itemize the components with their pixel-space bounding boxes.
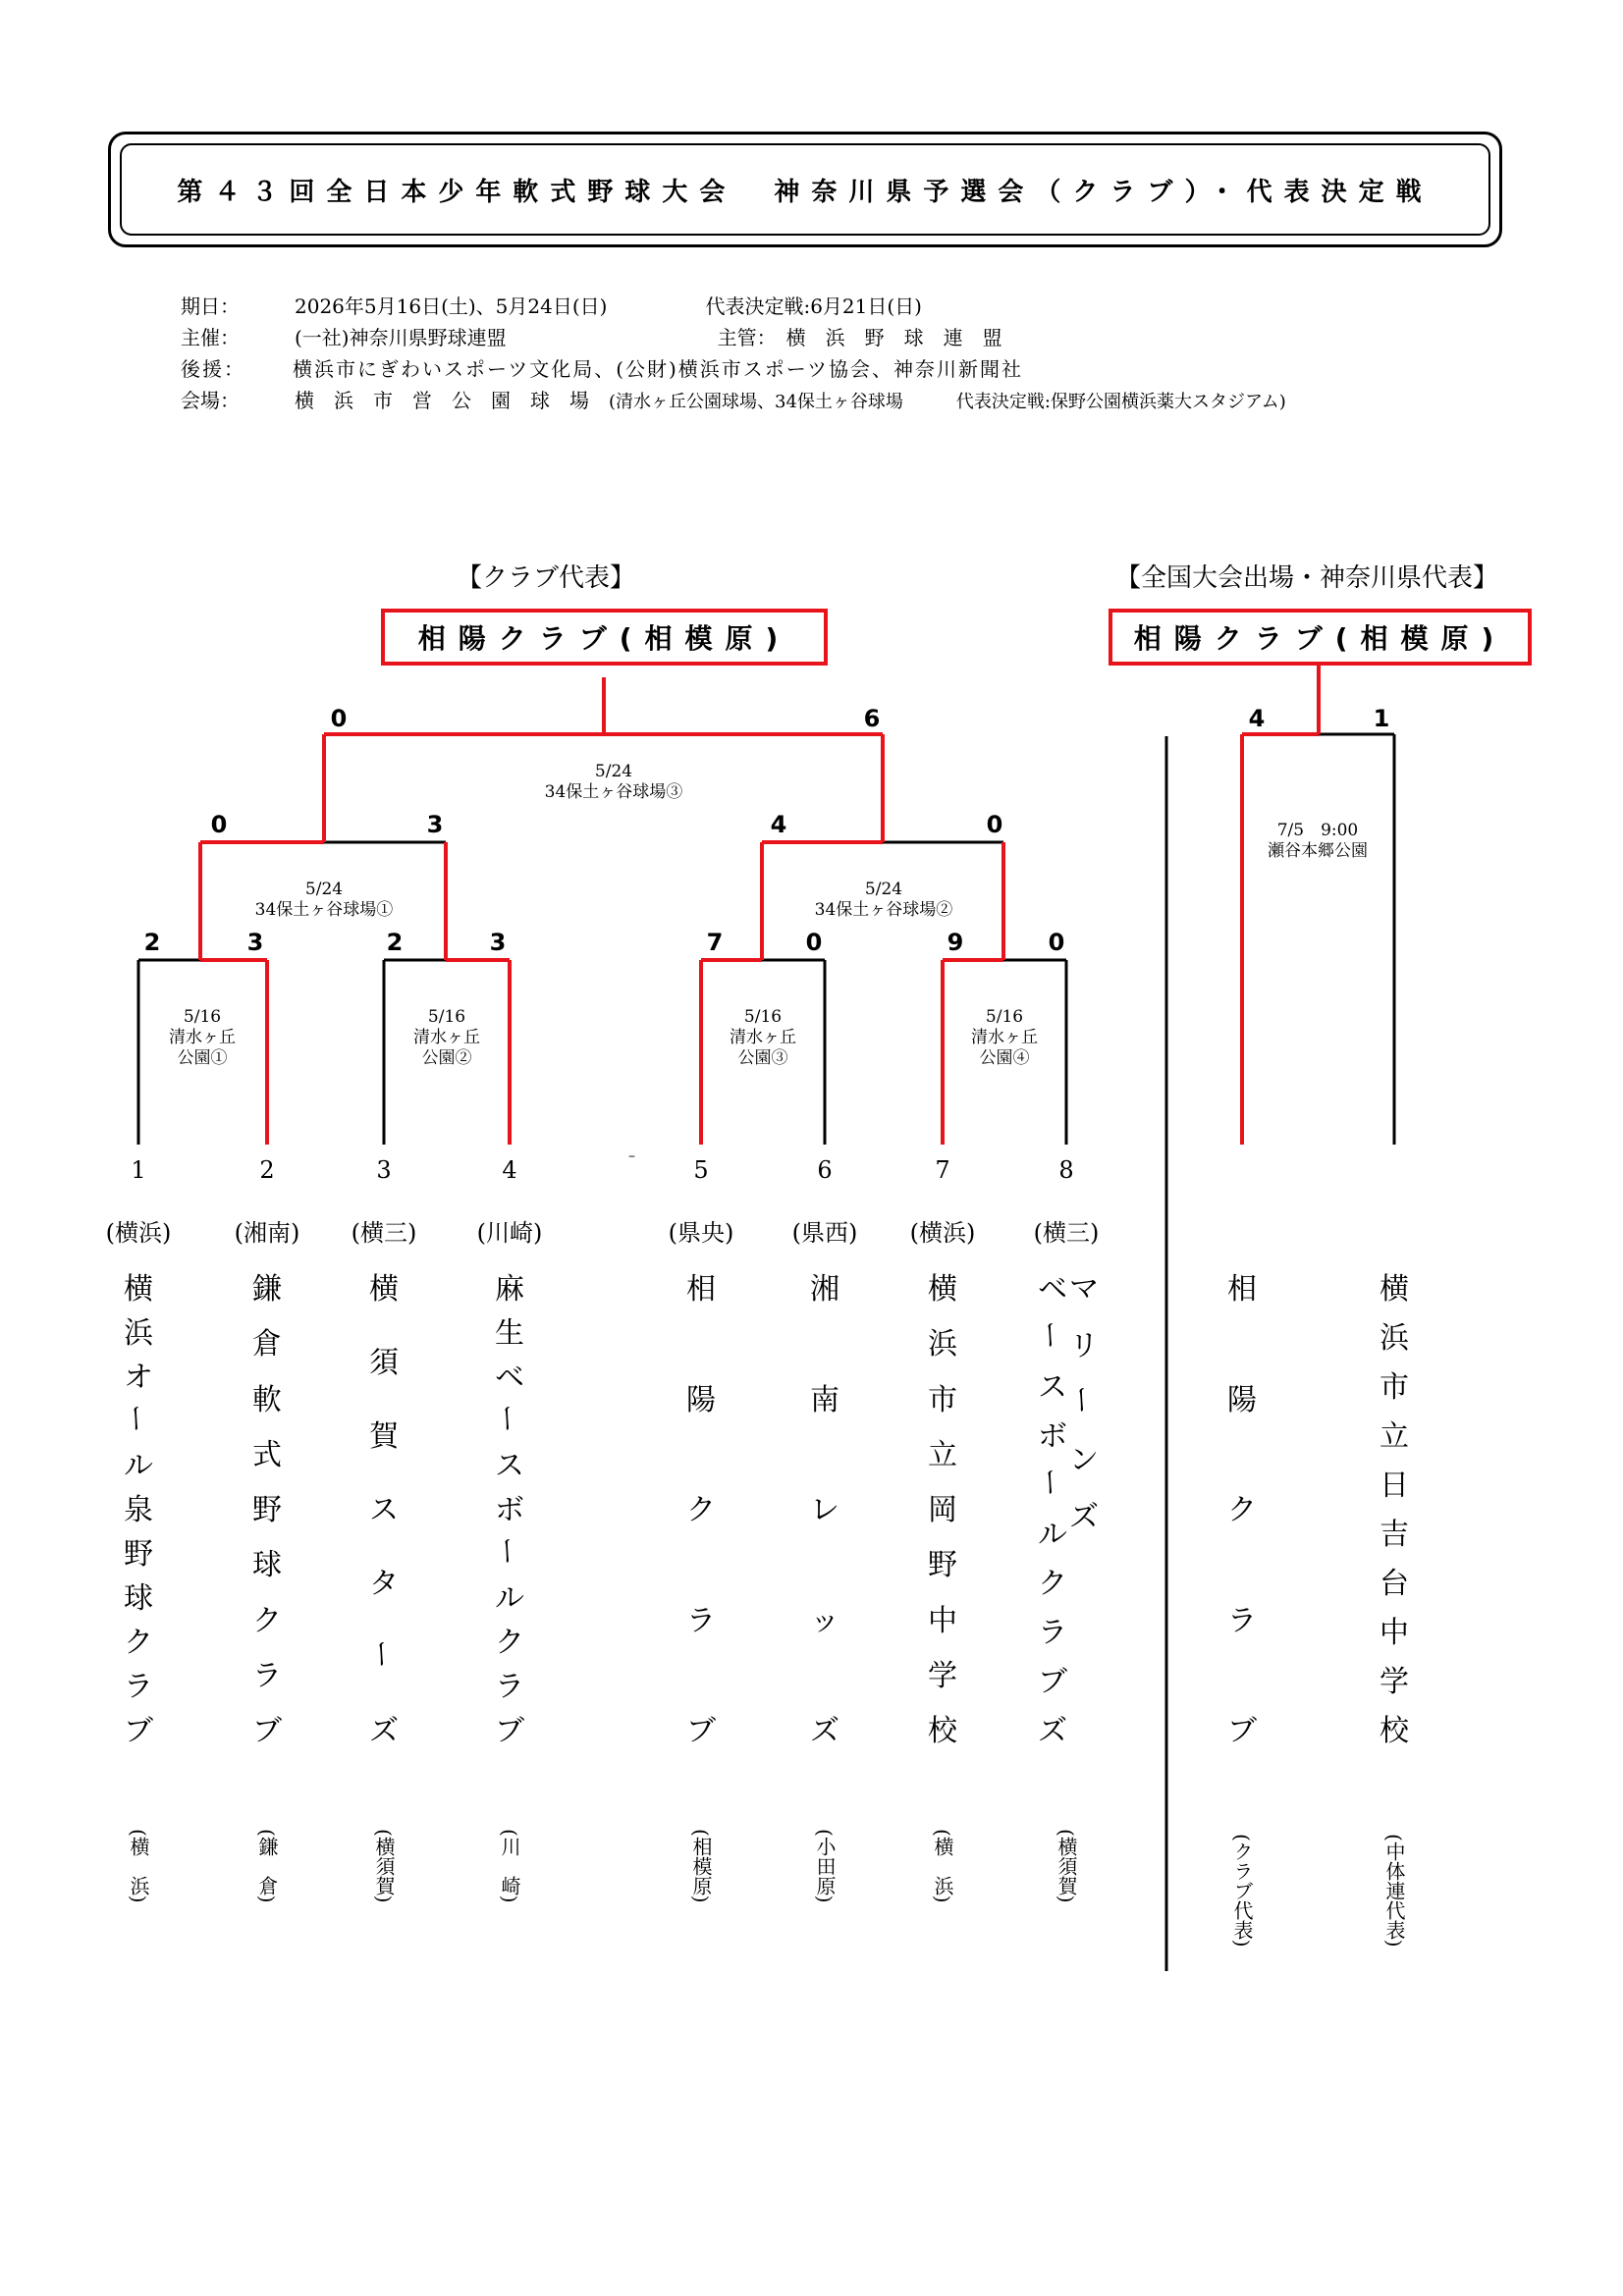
right-final-score-right: 1 — [1373, 705, 1390, 732]
right-final-score-left: 4 — [1248, 705, 1266, 732]
team-name-char: 賀 — [369, 1419, 399, 1454]
team-name — [803, 1264, 846, 1748]
team-name-char: リ — [1069, 1329, 1099, 1363]
team-name-char: ス — [495, 1449, 524, 1483]
team-name-char: ル — [495, 1581, 524, 1616]
team-name-char: 南 — [810, 1382, 839, 1417]
team-city: (横須賀) — [1055, 1829, 1078, 1903]
right-final-match-info — [1239, 821, 1396, 862]
r1-a-match-info — [153, 1007, 251, 1069]
team-name-char: 球 — [252, 1548, 282, 1583]
team-name-char: 日 — [1380, 1468, 1409, 1503]
team-city: (中体連代表) — [1382, 1834, 1406, 1948]
info-label: 会場： — [181, 389, 240, 412]
match-date: 7/5 9:00 — [1276, 821, 1359, 840]
team-name — [1062, 1264, 1106, 1534]
team-name-char: ブ — [1038, 1665, 1067, 1699]
team-name-char: 学 — [928, 1658, 957, 1693]
match-venue: 清水ヶ丘 — [971, 1028, 1038, 1047]
left-champion-name: 相陽クラブ(相模原) — [417, 622, 791, 655]
team-region: (湘南) — [234, 1219, 300, 1247]
team-name-char: 中 — [1380, 1616, 1409, 1650]
team-name-char: 須 — [369, 1346, 399, 1380]
team-seed: 3 — [376, 1156, 392, 1184]
team-name-char: ー — [489, 1404, 523, 1433]
r1-d-score-left: 9 — [947, 929, 964, 956]
team-name-char: 相 — [1227, 1272, 1257, 1307]
team-seed: 2 — [259, 1156, 275, 1184]
team-name-char: 陽 — [686, 1382, 716, 1417]
semi-b-score-left: 4 — [770, 811, 787, 838]
match-venue-2: 公園① — [177, 1048, 228, 1068]
match-date: 5/16 — [427, 1007, 466, 1027]
team-name-char: 立 — [1380, 1419, 1409, 1454]
r1-d-match-info — [955, 1007, 1054, 1069]
team-name-char: ス — [1038, 1370, 1067, 1405]
match-date: 5/24 — [594, 762, 633, 781]
team-name-char: 横 — [1380, 1272, 1409, 1307]
info-label: 主催： — [181, 326, 240, 349]
team-name-char: ク — [495, 1626, 524, 1660]
info-extra: 主管： 横 浜 野 球 連 盟 — [717, 326, 1002, 349]
team-name-char: ク — [1227, 1493, 1257, 1527]
team-name-char: ズ — [810, 1714, 839, 1748]
semi-b-match-info — [766, 880, 1001, 921]
team-region: (県央) — [668, 1219, 734, 1247]
team-name-char: ズ — [369, 1714, 399, 1748]
separator-dash: – — [628, 1148, 635, 1164]
team-name-char: 相 — [686, 1272, 716, 1307]
team-name-char: 野 — [252, 1493, 282, 1527]
match-date: 5/16 — [183, 1007, 222, 1027]
team-name-char: 鎌 — [252, 1272, 282, 1307]
team-city: (鎌 倉) — [255, 1829, 279, 1903]
r1-c-score-left: 7 — [706, 929, 724, 956]
team-name-char: 野 — [928, 1548, 957, 1583]
match-date: 5/24 — [304, 880, 344, 899]
team-name-char: ズ — [1038, 1714, 1067, 1748]
final-score-right: 6 — [863, 705, 881, 732]
team-name-char: 野 — [124, 1537, 153, 1572]
team-name-char: ブ — [252, 1714, 282, 1748]
team-name-char: マ — [1069, 1272, 1099, 1307]
match-venue: 清水ヶ丘 — [169, 1028, 236, 1047]
team-name-char: ラ — [1038, 1616, 1067, 1650]
info-extra: 代表決定戦:6月21日(日) — [705, 294, 922, 318]
team-seed: 8 — [1058, 1156, 1074, 1184]
team-name-char: 学 — [1380, 1665, 1409, 1699]
match-venue: 瀬谷本郷公園 — [1268, 841, 1368, 861]
semi-a-score-left: 0 — [210, 811, 228, 838]
team-name-char: 横 — [124, 1272, 153, 1307]
match-venue: 清水ヶ丘 — [413, 1028, 480, 1047]
team-name-char: ベ — [495, 1361, 524, 1395]
left-heading: 【クラブ代表】 — [457, 563, 636, 593]
r1-c-match-info — [714, 1007, 812, 1069]
r1-c-score-right: 0 — [805, 929, 823, 956]
team-city: (横須賀) — [372, 1829, 396, 1903]
r1-a-score-right: 3 — [246, 929, 264, 956]
team-name-char: 校 — [928, 1714, 957, 1748]
team-name-char: ブ — [124, 1714, 153, 1748]
team-name-char: 岡 — [928, 1493, 957, 1527]
team-name-char: ク — [686, 1493, 716, 1527]
team-seed: 6 — [817, 1156, 833, 1184]
team-name-char: ベ — [1038, 1272, 1067, 1307]
team-name-char: 浜 — [1380, 1321, 1409, 1356]
match-venue: 34保土ヶ谷球場② — [814, 900, 953, 920]
team-seed: 4 — [502, 1156, 517, 1184]
final-score-left: 0 — [330, 705, 348, 732]
team-name — [245, 1264, 289, 1748]
team-region: (横三) — [1033, 1219, 1100, 1247]
page-title: 第４３回全日本少年軟式野球大会 神奈川県予選会（クラブ）・代表決定戦 — [177, 177, 1434, 207]
team-name-char: 横 — [369, 1272, 399, 1307]
team-name — [117, 1264, 160, 1748]
team-name-char: 湘 — [810, 1272, 839, 1307]
team-name-char: ー — [489, 1536, 523, 1566]
semi-b-score-right: 0 — [986, 811, 1003, 838]
team-city: (小田原) — [813, 1829, 837, 1903]
team-name-char: ク — [252, 1603, 282, 1638]
final-match-info — [496, 762, 731, 803]
team-name-char: 倉 — [252, 1327, 282, 1362]
right-champion-name: 相陽クラブ(相模原) — [1133, 622, 1507, 655]
match-date: 5/16 — [743, 1007, 783, 1027]
info-label: 期日： — [181, 294, 240, 318]
team-name-char: ー — [1063, 1385, 1098, 1415]
r1-b-score-left: 2 — [386, 929, 404, 956]
match-date: 5/16 — [985, 1007, 1024, 1027]
team-name-char: ズ — [1069, 1500, 1099, 1534]
team-name-char: 横 — [928, 1272, 957, 1307]
info-extra: (清水ヶ丘公園球場、34保土ヶ谷球場 代表決定戦:保野公園横浜薬大スタジアム) — [609, 392, 1286, 412]
info-value: (一社)神奈川県野球連盟 — [295, 326, 507, 349]
match-venue: 清水ヶ丘 — [730, 1028, 796, 1047]
team-name-char: ラ — [252, 1658, 282, 1693]
team-city: (クラブ代表) — [1230, 1834, 1254, 1948]
team-city: (横 浜) — [931, 1829, 954, 1903]
team-name-char: ル — [1038, 1518, 1067, 1552]
team-name-char: 式 — [252, 1437, 282, 1472]
team-name-char: ボ — [1038, 1419, 1067, 1454]
team-name-char: ー — [118, 1404, 152, 1433]
team-name-char: 市 — [928, 1382, 957, 1417]
team-name-char: ン — [1069, 1443, 1099, 1477]
team-name — [679, 1264, 723, 1748]
team-name-char: ル — [124, 1449, 153, 1483]
team-name-char: ボ — [495, 1493, 524, 1527]
team-name-char: ク — [124, 1626, 153, 1660]
team-name-char: ラ — [1227, 1603, 1257, 1638]
team-name — [921, 1264, 964, 1748]
team-name-char: ラ — [686, 1603, 716, 1638]
semi-a-score-right: 3 — [426, 811, 444, 838]
semi-a-match-info — [206, 880, 442, 921]
match-venue-2: 公園④ — [979, 1048, 1030, 1068]
team-seed: 7 — [935, 1156, 950, 1184]
team-name-char: ー — [363, 1639, 398, 1669]
right-heading: 【全国大会出場・神奈川県代表】 — [1115, 563, 1499, 593]
info-value: 横 浜 市 営 公 園 球 場 — [295, 389, 589, 412]
team-region: (川崎) — [476, 1219, 543, 1247]
team-name-char: 泉 — [124, 1493, 153, 1527]
team-name-char: 市 — [1380, 1370, 1409, 1405]
team-name-char: 浜 — [928, 1327, 957, 1362]
team-name-char: タ — [369, 1567, 399, 1601]
team-name-char: 校 — [1380, 1714, 1409, 1748]
match-venue: 34保土ヶ谷球場① — [254, 900, 394, 920]
r1-d-score-right: 0 — [1048, 929, 1065, 956]
team-name-char: ク — [1038, 1567, 1067, 1601]
team-name-char: ブ — [1227, 1714, 1257, 1748]
team-seed: 5 — [693, 1156, 709, 1184]
team-name — [1220, 1264, 1264, 1748]
team-name-char: ー — [1032, 1320, 1066, 1350]
team-name-char: 台 — [1380, 1567, 1409, 1601]
r1-b-score-right: 3 — [489, 929, 507, 956]
team-region: (横浜) — [909, 1219, 976, 1247]
match-venue-2: 公園③ — [737, 1048, 788, 1068]
info-value: 横浜市にぎわいスポーツ文化局、(公財)横浜市スポーツ協会、神奈川新聞社 — [293, 357, 1024, 381]
team-name-char: ス — [369, 1493, 399, 1527]
team-name-char: 中 — [928, 1603, 957, 1638]
r1-a-score-left: 2 — [143, 929, 161, 956]
match-venue-2: 公園② — [421, 1048, 472, 1068]
info-label: 後援： — [181, 357, 245, 381]
team-name-char: 生 — [495, 1316, 524, 1351]
team-city: (川 崎) — [498, 1829, 521, 1903]
team-region: (県西) — [791, 1219, 858, 1247]
team-seed: 1 — [131, 1156, 146, 1184]
team-name-char: ブ — [495, 1714, 524, 1748]
team-name-char: 麻 — [495, 1272, 524, 1307]
team-name-char: ッ — [810, 1603, 839, 1638]
team-name-char: 球 — [124, 1581, 153, 1616]
team-city: (横 浜) — [127, 1829, 150, 1903]
team-name-char: ー — [1032, 1468, 1066, 1497]
team-name-char: ラ — [124, 1670, 153, 1704]
team-name-char: レ — [810, 1493, 839, 1527]
r1-b-match-info — [398, 1007, 496, 1069]
match-date: 5/24 — [864, 880, 903, 899]
info-value: 2026年5月16日(土)、5月24日(日) — [295, 294, 608, 318]
team-region: (横浜) — [105, 1219, 172, 1247]
team-name-char: 陽 — [1227, 1382, 1257, 1417]
match-venue: 34保土ヶ谷球場③ — [544, 782, 683, 802]
team-name-char: 立 — [928, 1437, 957, 1472]
team-name-char: 吉 — [1380, 1518, 1409, 1552]
team-name-char: 軟 — [252, 1382, 282, 1417]
team-name-char: オ — [124, 1361, 153, 1395]
team-name-char: ラ — [495, 1670, 524, 1704]
team-region: (横三) — [351, 1219, 417, 1247]
team-name — [488, 1264, 531, 1748]
team-city: (相模原) — [689, 1829, 713, 1903]
team-name — [1373, 1264, 1416, 1748]
team-name-char: 浜 — [124, 1316, 153, 1351]
team-name-char: ブ — [686, 1714, 716, 1748]
team-name — [362, 1264, 406, 1748]
